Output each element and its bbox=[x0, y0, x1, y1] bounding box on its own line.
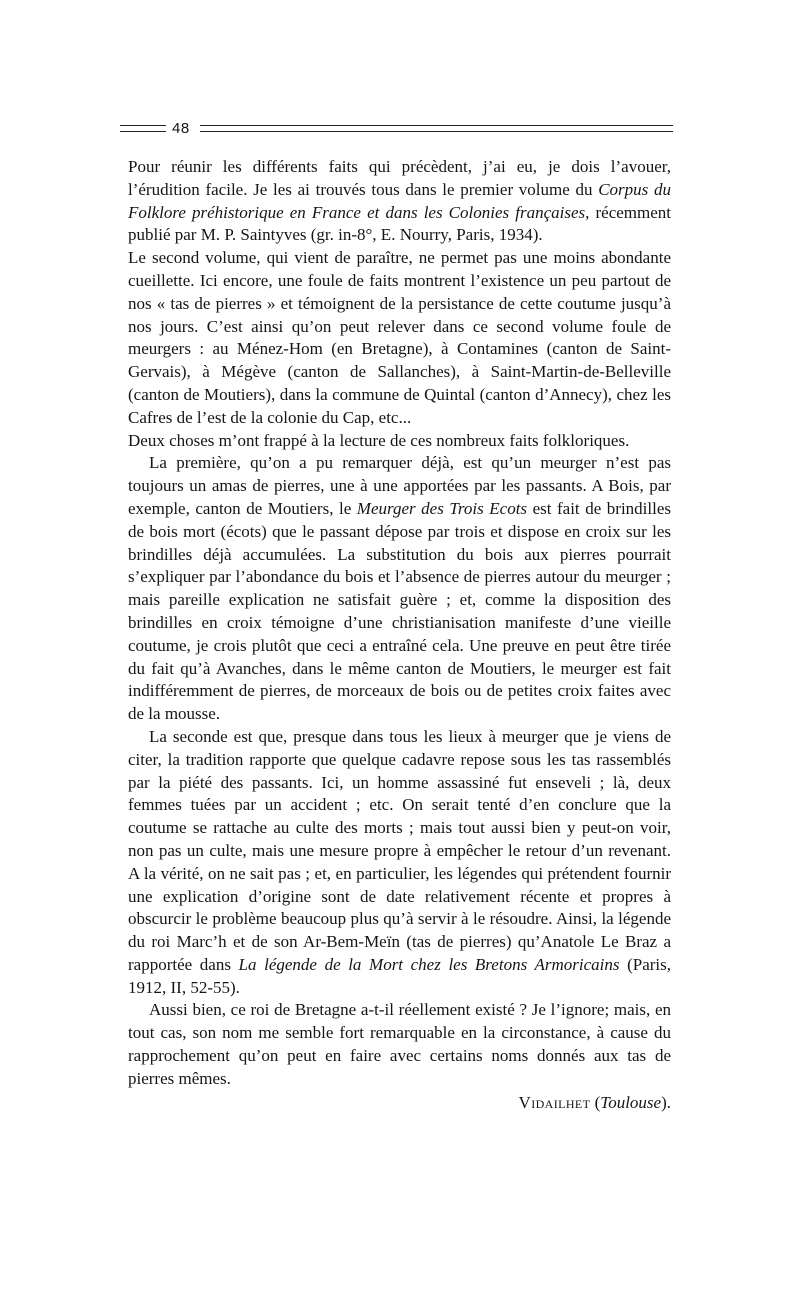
text-run: Le second volume, qui vient de paraître, ne permet pas une moins abondante cueillette. Ici encore, une foule de faits montrent l’existence un peu partout de nos « tas de pierres » et témoignent de la persistance de cette coutume jusqu’à nos jours. C’est ainsi qu’on peut relever dans ce second volume foule de meurgers : au Ménez-Hom (en Bretagne), à Contamines (canton de Saint-Gervais), à Mégève (canton de Sallanches), à Saint-Martin-de-Belleville (canton de Moutiers), dans la commune de Quintal (canton d’Annecy), chez les Cafres de l’est de la colonie du Cap, etc... bbox=[128, 248, 671, 427]
header-rule-left bbox=[120, 125, 166, 132]
author-place: (Toulouse). bbox=[594, 1092, 671, 1112]
paragraph bbox=[128, 726, 671, 1000]
text-run: Deux choses m’ont frappé à la lecture de ces nombreux faits folkloriques. bbox=[128, 430, 630, 450]
page-header bbox=[120, 118, 673, 138]
author-name: Vidailhet bbox=[518, 1092, 591, 1112]
text-run: Pour réunir les différents faits qui précèdent, j’ai eu, je dois l’avouer, l’érudition facile. Je les ai trouvés tous dans le premier volume du bbox=[128, 157, 671, 199]
text-run: , récemment publié par M. P. Saintyves (gr. in-8°, E. Nourry, Paris, 1934). bbox=[128, 202, 671, 245]
paragraph bbox=[128, 430, 671, 453]
text-run: (Paris, 1912, II, 52-55). bbox=[128, 954, 671, 997]
book-title: La légende de la Mort chez les Bretons Armoricains bbox=[238, 954, 620, 974]
signature bbox=[128, 1092, 671, 1115]
place-text: Toulouse bbox=[600, 1092, 662, 1112]
paragraph bbox=[128, 156, 671, 247]
article-body bbox=[128, 156, 671, 1114]
page-number: 48 bbox=[172, 119, 190, 137]
text-run: est fait de brindilles de bois mort (écots) que le passant dépose par trois et dispose en croix sur les brindilles déjà accumulées. La substitution du bois aux pierres pourrait s’expliquer par l’abondance du bois et l’absence de pierres autour du meurger ; mais pareille explication ne satisfait guère ; et, comme la disposition des brindilles en croix témoigne d’une christianisation manifeste d’une vieille coutume, je crois plutôt que ceci a entraîné cela. Une preuve en peut être tirée du fait qu’à Avanches, dans le même canton de Moutiers, le meurger est fait indifféremment de pierres, de morceaux de bois ou de petites croix faites avec de la mousse. bbox=[128, 498, 671, 724]
text-run: La première, qu’on a pu remarquer déjà, est qu’un meurger n’est pas toujours un amas de pierres, une à une apportées par les passants. A Bois, par exemple, canton de Moutiers, le bbox=[128, 453, 671, 518]
paragraph bbox=[128, 999, 671, 1090]
text-run: La seconde est que, presque dans tous les lieux à meurger que je viens de citer, la tradition rapporte que quelque cadavre repose sous les tas rassemblés par la piété des passants. Ici, un homme assassiné fut enseveli ; là, deux femmes tuées par un accident ; etc. On serait tenté d’en conclure que la coutume se rattache au culte des morts ; mais tout aussi bien y peut-on voir, non pas un culte, mais une mesure propre à empêcher le retour d’un revenant. A la vérité, on ne sait pas ; et, en particulier, les légendes qui prétendent fournir une explication d’origine sont de date relativement récente et propres à obscurcir le problème beaucoup plus qu’à servir à le résoudre. Ainsi, la légende du roi Marc’h et de son Ar-Bem-Meïn (tas de pierres) qu’Anatole Le Braz a rapportée dans bbox=[128, 726, 671, 974]
paragraph bbox=[128, 452, 671, 726]
book-title: Corpus du Folklore préhistorique en France et dans les Colonies françaises bbox=[128, 179, 671, 222]
place-name: Meurger des Trois Ecots bbox=[356, 498, 528, 518]
header-rule-right bbox=[200, 125, 673, 132]
text-run: Aussi bien, ce roi de Bretagne a-t-il réellement existé ? Je l’ignore; mais, en tout cas, son nom me semble fort remarquable en la circonstance, à cause du rapprochement qu’on peut en faire avec certains noms donnés aux tas de pierres mêmes. bbox=[128, 1000, 671, 1088]
paragraph bbox=[128, 247, 671, 429]
